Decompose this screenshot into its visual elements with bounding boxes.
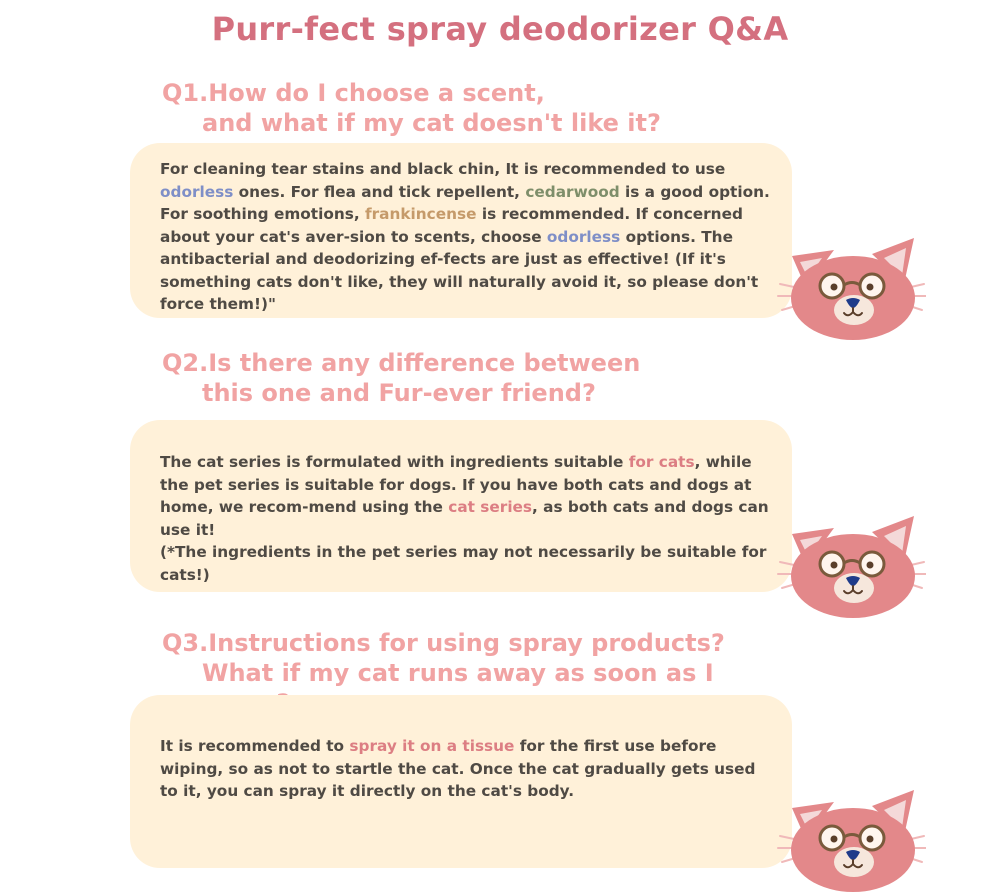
page-title: Purr-fect spray deodorizer Q&A (211, 10, 789, 48)
question-1-line-1: Q1.How do I choose a scent, (162, 79, 545, 107)
answer-1-segment: For cleaning tear stains and black chin, It is recommended to use (160, 160, 726, 178)
highlight-frankincense: frankincense (364, 205, 477, 223)
answer-1-segment: is recommended. If concerned about your cat's aver-sion to scents, choose (160, 205, 743, 246)
cat-face-with-glasses-icon (776, 510, 926, 620)
answer-1-text (160, 158, 778, 316)
cat-face-with-glasses-icon (776, 232, 926, 342)
answer-3-segment: for the first use before wiping, so as not to startle the cat. Once the cat gradually gets used to it, you can spray it directly on the cat's body. (160, 737, 756, 800)
cat-face-with-glasses-icon (776, 784, 926, 894)
highlight-cat-series: cat series (448, 498, 533, 516)
answer-2-segment: , while the pet series is suitable for dogs. If you have both cats and dogs at home, we recom-mend using the (160, 453, 752, 516)
question-1 (162, 78, 802, 138)
answer-2-segment: The cat series is formulated with ingredients suitable (160, 453, 629, 471)
answer-1-segment: is a good option. For soothing emotions, (160, 182, 770, 223)
answer-1-segment: options. The antibacterial and deodorizing ef-fects are just as effective! (If it's something cats don't like, they will naturally avoid it, so please don't force them!)" (160, 227, 759, 313)
question-2-line-2: this one and Fur-ever friend? (202, 379, 596, 407)
answer-2-footnote: (*The ingredients in the pet series may not necessarily be suitable for cats!) (160, 543, 767, 584)
question-2-line-1: Q2.Is there any difference between (162, 349, 641, 377)
question-3-line-2: What if my cat runs away as soon as I (202, 659, 714, 687)
answer-3-segment: It is recommended to (160, 737, 350, 755)
question-3-line-1: Q3.Instructions for using spray products? (162, 629, 725, 657)
highlight-cedarwood: cedarwood (525, 182, 620, 201)
question-2 (162, 348, 802, 408)
highlight-for-cats: for cats (628, 453, 695, 471)
highlight-odorless: odorless (546, 227, 621, 246)
question-1-line-2: and what if my cat doesn't like it? (202, 109, 661, 137)
highlight-spray-on-tissue: spray it on a tissue (349, 737, 515, 755)
highlight-odorless: odorless (160, 182, 234, 201)
answer-2-text (160, 451, 778, 586)
answer-3-text (160, 735, 778, 803)
answer-2-segment: , as both cats and dogs can use it! (160, 498, 769, 539)
answer-1-segment: ones. For flea and tick repellent, (233, 182, 526, 201)
